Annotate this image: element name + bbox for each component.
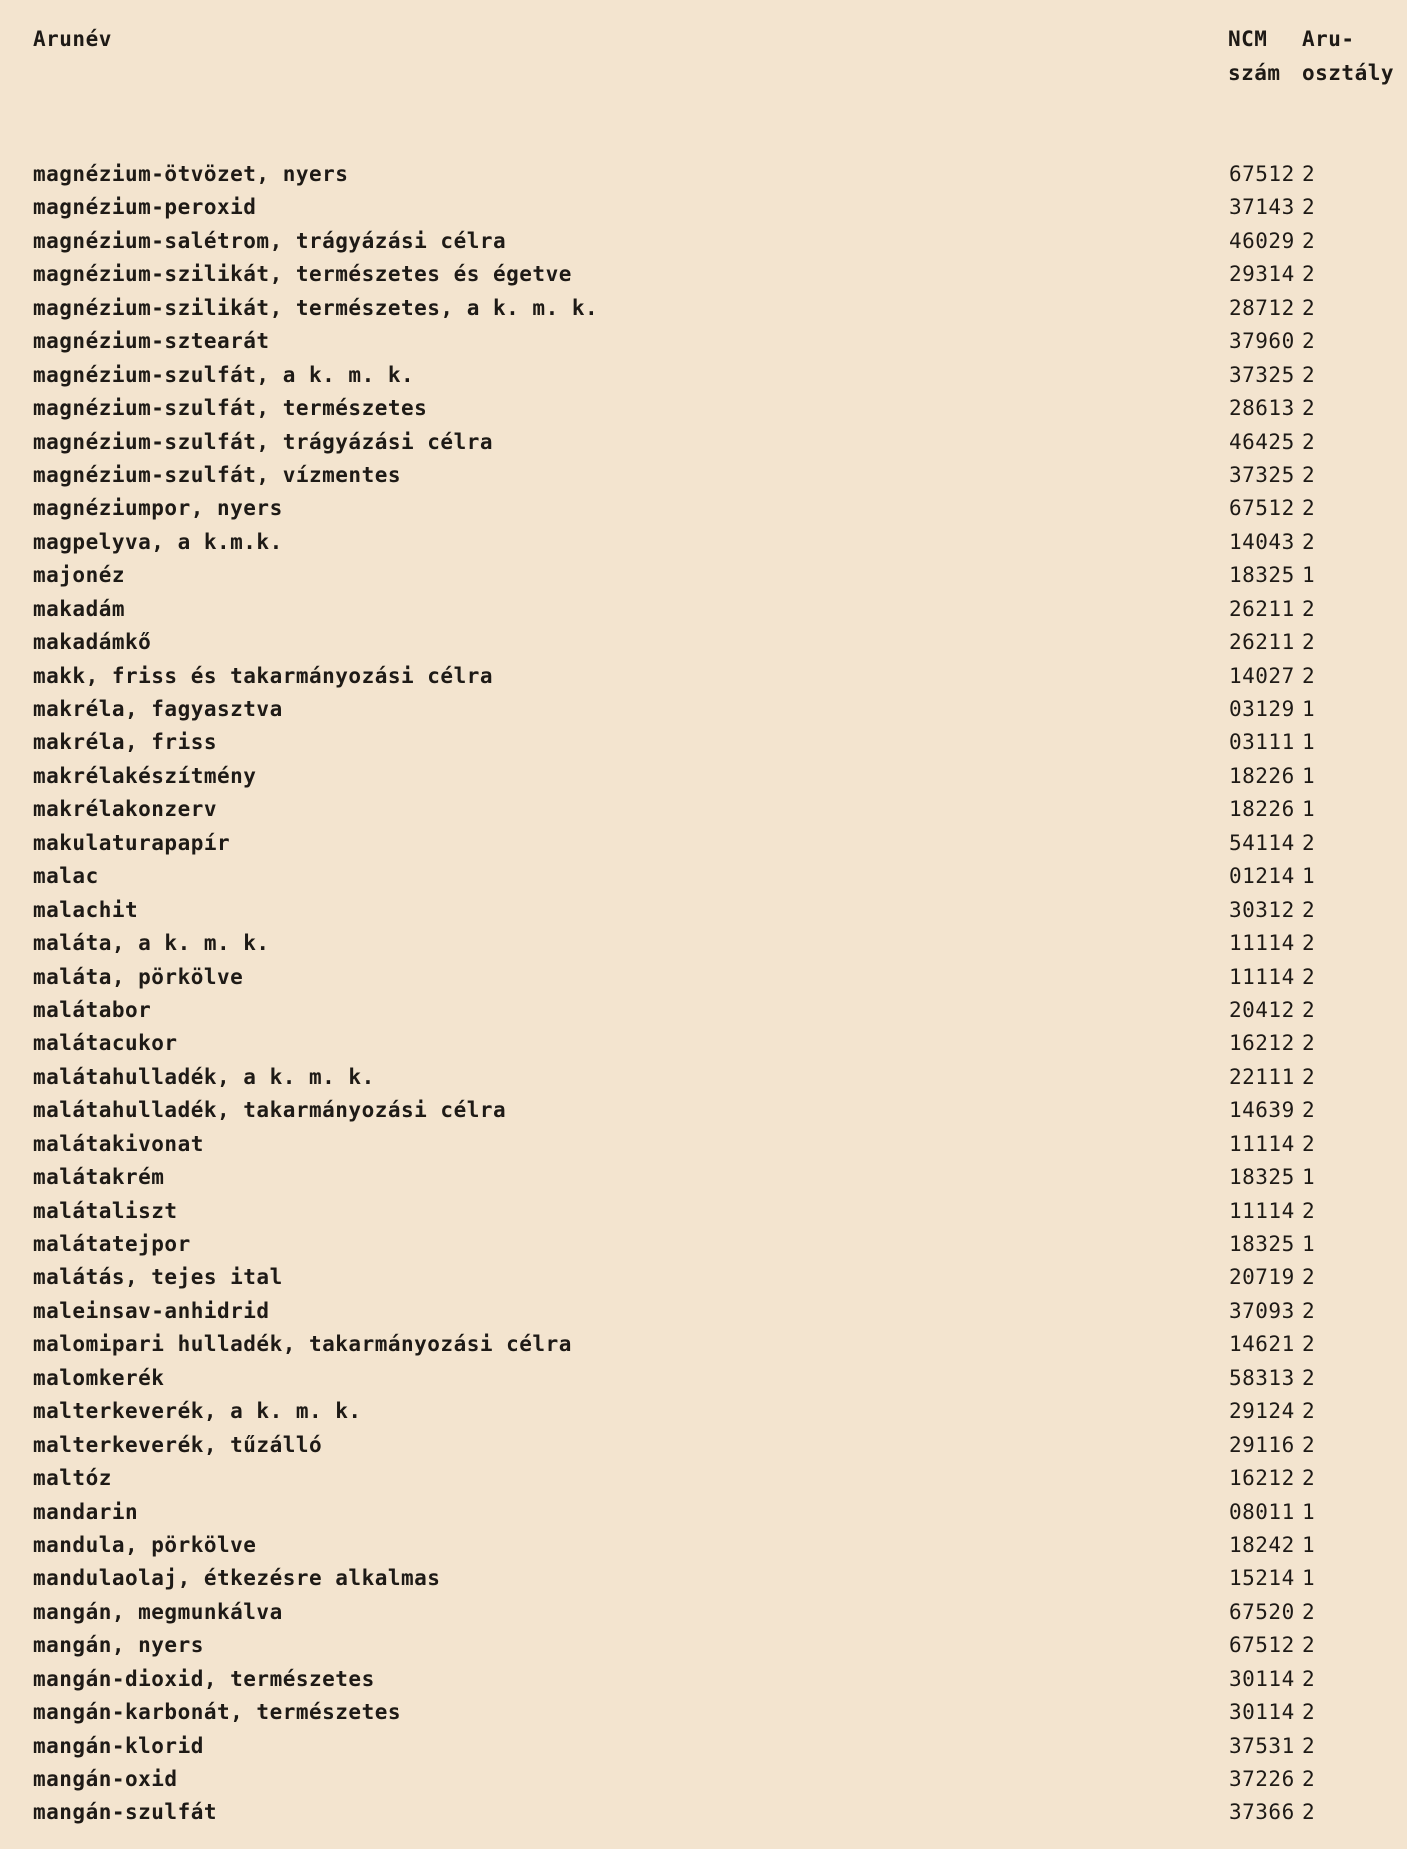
- ncm-number: 46425: [1229, 429, 1295, 454]
- list-item: [33, 191, 1383, 224]
- list-item: [33, 927, 1383, 960]
- product-name: mangán-klorid: [33, 1733, 204, 1758]
- ncm-number: 08011: [1229, 1499, 1295, 1524]
- list-item: [33, 1462, 1383, 1495]
- product-class: 2: [1302, 1666, 1316, 1691]
- ncm-number: 67520: [1229, 1599, 1295, 1624]
- list-item: [33, 1596, 1383, 1629]
- product-class: 1: [1302, 1499, 1316, 1524]
- list-item: [33, 660, 1383, 693]
- ncm-number: 67512: [1229, 1633, 1295, 1658]
- product-name: maltóz: [33, 1466, 112, 1491]
- column-header-name: [33, 22, 112, 56]
- product-class: 2: [1302, 897, 1316, 922]
- ncm-number: 15214: [1229, 1566, 1295, 1591]
- product-name: mangán, nyers: [33, 1633, 204, 1658]
- product-name: magnézium-szulfát, a k. m. k.: [33, 362, 415, 387]
- column-header-class-line2: osztály: [1302, 61, 1395, 85]
- list-item: [33, 492, 1383, 525]
- list-item: [33, 292, 1383, 325]
- product-name: makrélakonzerv: [33, 797, 218, 822]
- ncm-number: 14621: [1229, 1332, 1295, 1357]
- ncm-number: 03111: [1229, 730, 1295, 755]
- product-class: 1: [1302, 1566, 1316, 1591]
- product-class: 2: [1302, 1767, 1316, 1791]
- list-item: [33, 1161, 1383, 1194]
- product-class: 2: [1302, 663, 1316, 688]
- product-class: 2: [1302, 1399, 1316, 1424]
- list-item: [33, 559, 1383, 592]
- product-class: 2: [1302, 997, 1316, 1022]
- product-class: 1: [1302, 864, 1316, 889]
- product-class: 2: [1302, 1466, 1316, 1491]
- product-class: 1: [1302, 697, 1316, 721]
- ncm-number: 29314: [1229, 262, 1295, 287]
- product-name: maleinsav-anhidrid: [33, 1298, 270, 1323]
- list-item: [33, 426, 1383, 459]
- product-class: 1: [1302, 1165, 1316, 1190]
- ncm-number: 03129: [1229, 697, 1295, 721]
- product-class: 2: [1302, 1031, 1316, 1056]
- product-class: 1: [1302, 563, 1316, 588]
- list-item: [33, 1429, 1383, 1462]
- product-class: 2: [1302, 329, 1316, 354]
- product-name: mangán-dioxid, természetes: [33, 1666, 375, 1691]
- product-class: 2: [1302, 362, 1316, 387]
- ncm-number: 37366: [1229, 1800, 1295, 1825]
- product-class: 2: [1302, 228, 1316, 253]
- ncm-number: 26211: [1229, 596, 1295, 621]
- product-name: makulaturapapír: [33, 830, 231, 855]
- list-item: [33, 1562, 1383, 1595]
- product-class: 2: [1302, 1700, 1316, 1725]
- product-class: 1: [1302, 1532, 1316, 1557]
- product-name: malátatejpor: [33, 1232, 191, 1256]
- ncm-number: 67512: [1229, 162, 1295, 186]
- product-name: mangán-szulfát: [33, 1800, 218, 1825]
- product-name: mandulaolaj, étkezésre alkalmas: [33, 1566, 441, 1591]
- product-name: magnézium-peroxid: [33, 195, 257, 220]
- product-name: malomipari hulladék, takarmányozási célra: [33, 1332, 572, 1357]
- list-item: [33, 1629, 1383, 1662]
- list-item: [33, 1496, 1383, 1529]
- product-class: 2: [1302, 462, 1316, 487]
- ncm-number: 11114: [1229, 964, 1295, 989]
- product-name: malátabor: [33, 997, 152, 1022]
- product-class: 1: [1302, 763, 1316, 788]
- product-class: 2: [1302, 529, 1316, 554]
- list-item: [33, 593, 1383, 626]
- product-class: 2: [1302, 1800, 1316, 1825]
- product-name: malterkeverék, tűzálló: [33, 1432, 323, 1457]
- ncm-number: 37960: [1229, 329, 1295, 354]
- product-name: makrélakészítmény: [33, 763, 257, 788]
- ncm-number: 18325: [1229, 1232, 1295, 1256]
- product-class: 2: [1302, 295, 1316, 320]
- product-class: 1: [1302, 1232, 1316, 1256]
- product-class: 2: [1302, 195, 1316, 220]
- ncm-number: 54114: [1229, 830, 1295, 855]
- ncm-number: 14043: [1229, 529, 1295, 554]
- product-name: malachit: [33, 897, 139, 922]
- product-name: malátahulladék, takarmányozási célra: [33, 1098, 507, 1123]
- product-class: 2: [1302, 162, 1316, 186]
- product-name: magpelyva, a k.m.k.: [33, 529, 283, 554]
- list-item: [33, 860, 1383, 893]
- column-header-class-line1: Aru-: [1302, 27, 1355, 51]
- ncm-number: 30114: [1229, 1666, 1295, 1691]
- ncm-number: 37226: [1229, 1767, 1295, 1791]
- product-class: 2: [1302, 1633, 1316, 1658]
- product-name: makadám: [33, 596, 126, 621]
- list-item: [33, 258, 1383, 291]
- ncm-number: 11114: [1229, 1131, 1295, 1156]
- ncm-number: 20719: [1229, 1265, 1295, 1290]
- ncm-number: 18226: [1229, 797, 1295, 822]
- product-name: mangán, megmunkálva: [33, 1599, 283, 1624]
- product-name: magnézium-sztearát: [33, 329, 270, 354]
- ncm-number: 58313: [1229, 1365, 1295, 1390]
- column-header-name-label: Arunév: [33, 27, 112, 51]
- product-class: 2: [1302, 1098, 1316, 1123]
- ncm-number: 37325: [1229, 462, 1295, 487]
- product-class: 2: [1302, 396, 1316, 421]
- ncm-number: 37143: [1229, 195, 1295, 220]
- list-item: [33, 1261, 1383, 1294]
- product-class: 1: [1302, 730, 1316, 755]
- list-item: [33, 359, 1383, 392]
- product-class: 2: [1302, 1198, 1316, 1223]
- ncm-number: 14027: [1229, 663, 1295, 688]
- list-item: [33, 158, 1383, 191]
- product-class: 2: [1302, 1332, 1316, 1357]
- product-name: magnéziumpor, nyers: [33, 496, 283, 521]
- list-item: [33, 1094, 1383, 1127]
- product-name: magnézium-salétrom, trágyázási célra: [33, 228, 507, 253]
- product-name: magnézium-szulfát, természetes: [33, 396, 428, 421]
- ncm-number: 29116: [1229, 1432, 1295, 1457]
- list-item: [33, 1663, 1383, 1696]
- list-item: [33, 1027, 1383, 1060]
- list-item: [33, 1395, 1383, 1428]
- product-class: 2: [1302, 1432, 1316, 1457]
- ncm-number: 11114: [1229, 931, 1295, 956]
- list-item: [33, 726, 1383, 759]
- list-item: [33, 325, 1383, 358]
- list-item: [33, 961, 1383, 994]
- list-item: [33, 693, 1383, 726]
- ncm-number: 30312: [1229, 897, 1295, 922]
- product-name: magnézium-szilikát, természetes és égetve: [33, 262, 572, 287]
- product-name: makk, friss és takarmányozási célra: [33, 663, 494, 688]
- product-class: 2: [1302, 630, 1316, 655]
- product-name: malátás, tejes ital: [33, 1265, 283, 1290]
- list-item: [33, 1128, 1383, 1161]
- list-item: [33, 1696, 1383, 1729]
- ncm-number: 37531: [1229, 1733, 1295, 1758]
- product-name: mangán-karbonát, természetes: [33, 1700, 402, 1725]
- product-class: 2: [1302, 931, 1316, 956]
- ncm-number: 01214: [1229, 864, 1295, 889]
- ncm-number: 18242: [1229, 1532, 1295, 1557]
- product-name: maláta, a k. m. k.: [33, 931, 270, 956]
- product-class: 2: [1302, 262, 1316, 287]
- column-header-ncm-line1: NCM: [1228, 27, 1268, 51]
- product-name: magnézium-ötvözet, nyers: [33, 162, 349, 186]
- product-name: malac: [33, 864, 99, 889]
- list-item: [33, 1295, 1383, 1328]
- ncm-number: 26211: [1229, 630, 1295, 655]
- list-item: [33, 626, 1383, 659]
- product-name: malterkeverék, a k. m. k.: [33, 1399, 362, 1424]
- product-class: 1: [1302, 797, 1316, 822]
- product-name: malátakrém: [33, 1165, 165, 1190]
- product-list: [33, 158, 1383, 1830]
- product-name: mandula, pörkölve: [33, 1532, 257, 1557]
- product-name: malátahulladék, a k. m. k.: [33, 1064, 375, 1089]
- list-item: [33, 1328, 1383, 1361]
- ncm-number: 20412: [1229, 997, 1295, 1022]
- product-name: malomkerék: [33, 1365, 165, 1390]
- ncm-number: 22111: [1229, 1064, 1295, 1089]
- list-item: [33, 1362, 1383, 1395]
- product-class: 2: [1302, 1733, 1316, 1758]
- list-item: [33, 793, 1383, 826]
- product-name: malátakivonat: [33, 1131, 204, 1156]
- product-name: malátacukor: [33, 1031, 178, 1056]
- ncm-number: 16212: [1229, 1466, 1295, 1491]
- ncm-number: 11114: [1229, 1198, 1295, 1223]
- list-item: [33, 526, 1383, 559]
- product-name: magnézium-szulfát, vízmentes: [33, 462, 402, 487]
- product-class: 2: [1302, 496, 1316, 521]
- list-item: [33, 1061, 1383, 1094]
- product-name: makadámkő: [33, 630, 152, 655]
- product-class: 2: [1302, 964, 1316, 989]
- ncm-number: 46029: [1229, 228, 1295, 253]
- product-class: 2: [1302, 429, 1316, 454]
- product-class: 2: [1302, 1298, 1316, 1323]
- product-name: magnézium-szulfát, trágyázási célra: [33, 429, 494, 454]
- list-item: [33, 760, 1383, 793]
- column-header-ncm: [1228, 22, 1300, 90]
- ncm-number: 14639: [1229, 1098, 1295, 1123]
- product-class: 2: [1302, 1064, 1316, 1089]
- ncm-number: 37093: [1229, 1298, 1295, 1323]
- product-name: mangán-oxid: [33, 1767, 178, 1791]
- ncm-number: 18325: [1229, 563, 1295, 588]
- product-class: 2: [1302, 1265, 1316, 1290]
- product-class: 2: [1302, 1599, 1316, 1624]
- ncm-number: 18226: [1229, 763, 1295, 788]
- product-class: 2: [1302, 1131, 1316, 1156]
- product-class: 2: [1302, 596, 1316, 621]
- ncm-number: 18325: [1229, 1165, 1295, 1190]
- product-name: malátaliszt: [33, 1198, 178, 1223]
- product-name: majonéz: [33, 563, 126, 588]
- ncm-number: 29124: [1229, 1399, 1295, 1424]
- ncm-number: 67512: [1229, 496, 1295, 521]
- list-item: [33, 392, 1383, 425]
- list-item: [33, 1228, 1383, 1261]
- ncm-number: 16212: [1229, 1031, 1295, 1056]
- product-name: mandarin: [33, 1499, 139, 1524]
- product-name: makréla, fagyasztva: [33, 697, 283, 721]
- product-class: 2: [1302, 1365, 1316, 1390]
- list-item: [33, 225, 1383, 258]
- list-item: [33, 459, 1383, 492]
- column-header-ncm-line2: szám: [1228, 61, 1281, 85]
- ncm-number: 30114: [1229, 1700, 1295, 1725]
- product-name: magnézium-szilikát, természetes, a k. m. k.: [33, 295, 599, 320]
- list-item: [33, 1195, 1383, 1228]
- list-item: [33, 994, 1383, 1027]
- list-item: [33, 827, 1383, 860]
- list-item: [33, 894, 1383, 927]
- list-item: [33, 1529, 1383, 1562]
- column-header-class: [1302, 22, 1402, 90]
- ncm-number: 28712: [1229, 295, 1295, 320]
- product-name: maláta, pörkölve: [33, 964, 244, 989]
- ncm-number: 28613: [1229, 396, 1295, 421]
- product-class: 2: [1302, 830, 1316, 855]
- list-item: [33, 1763, 1383, 1796]
- list-item: [33, 1730, 1383, 1763]
- ncm-number: 37325: [1229, 362, 1295, 387]
- product-name: makréla, friss: [33, 730, 218, 755]
- list-item: [33, 1796, 1383, 1829]
